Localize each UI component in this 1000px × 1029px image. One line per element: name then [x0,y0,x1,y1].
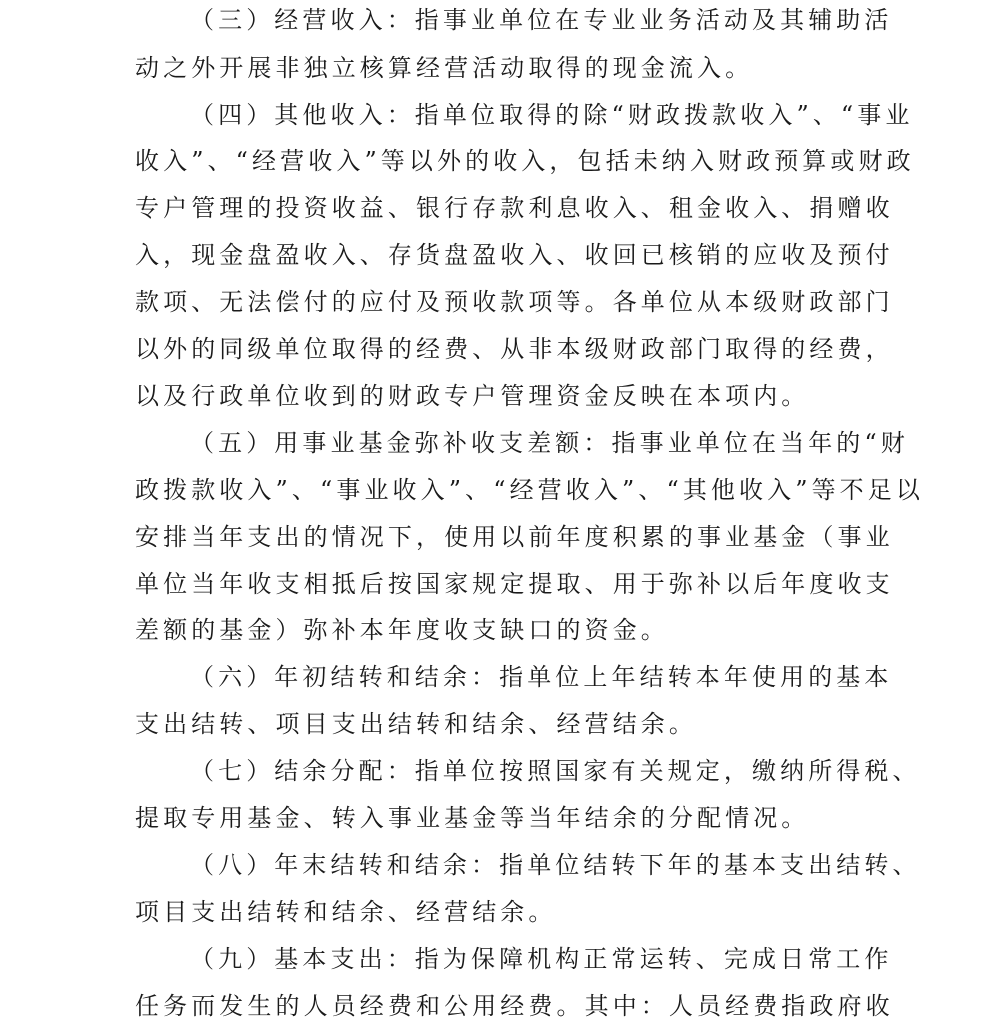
paragraph-line: （九）基本支出：指为保障机构正常运转、完成日常工作 [190,945,893,973]
paragraph-line: 项目支出结转和结余、经营结余。 [135,898,557,926]
paragraph-line: 专户管理的投资收益、银行存款利息收入、租金收入、捐赠收 [135,194,894,222]
paragraph-line: 提取专用基金、转入事业基金等当年结余的分配情况。 [135,804,810,832]
paragraph-line: （八）年末结转和结余：指单位结转下年的基本支出结转、 [190,851,921,879]
paragraph-line: 入，现金盘盈收入、存货盘盈收入、收回已核销的应收及预付 [135,241,894,269]
paragraph-line: （六）年初结转和结余：指单位上年结转本年使用的基本 [190,663,893,691]
paragraph-line: 单位当年收支相抵后按国家规定提取、用于弥补以后年度收支 [135,570,894,598]
paragraph-line: 支出结转、项目支出结转和结余、经营结余。 [135,710,697,738]
paragraph-line: （七）结余分配：指单位按照国家有关规定，缴纳所得税、 [190,757,921,785]
paragraph-line: 款项、无法偿付的应付及预收款项等。各单位从本级财政部门 [135,288,894,316]
paragraph-line: 收入”、“经营收入”等以外的收入，包括未纳入财政预算或财政 [135,147,915,175]
paragraph-line: （五）用事业基金弥补收支差额：指事业单位在当年的“财 [190,429,909,457]
paragraph-line: 政拨款收入”、“事业收入”、“经营收入”、“其他收入”等不足以 [135,476,924,504]
paragraph-line: 动之外开展非独立核算经营活动取得的现金流入。 [135,54,754,82]
paragraph-line: 差额的基金）弥补本年度收支缺口的资金。 [135,616,669,644]
paragraph-line: （四）其他收入：指单位取得的除“财政拨款收入”、“事业 [190,101,914,129]
paragraph-line: 以及行政单位收到的财政专户管理资金反映在本项内。 [135,382,810,410]
paragraph-line: （三）经营收入：指事业单位在专业业务活动及其辅助活 [190,6,893,34]
paragraph-line: 安排当年支出的情况下，使用以前年度积累的事业基金（事业 [135,523,894,551]
paragraph-line: 以外的同级单位取得的经费、从非本级财政部门取得的经费， [135,335,894,363]
paragraph-line: 任务而发生的人员经费和公用经费。其中：人员经费指政府收 [135,992,894,1020]
